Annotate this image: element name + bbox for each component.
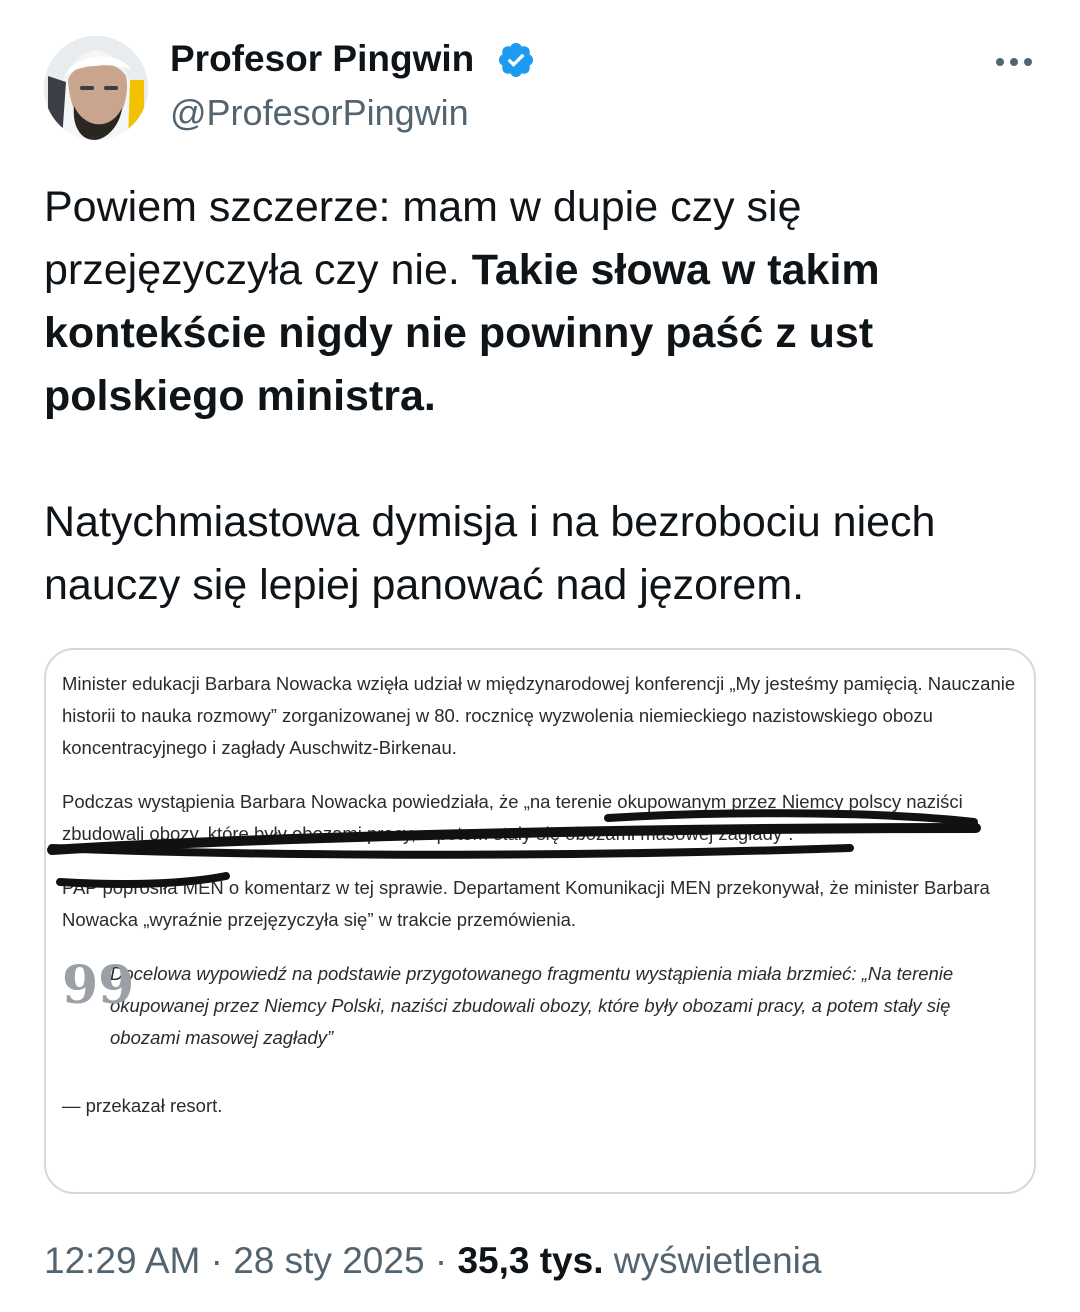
tweet-meta: [44, 1240, 821, 1282]
article-paragraph-3: PAP poprosiła MEN o komentarz w tej sprawie. Departament Komunikacji MEN przekonywał, że minister Barbara Nowacka „wyraźnie przejęzyczyła się” w trakcie przemówienia.: [62, 877, 990, 930]
views-count: 35,3 tys.: [457, 1240, 604, 1281]
article-screenshot: [62, 668, 1022, 1122]
tweet-paragraph-2: Natychmiastowa dymisja i na bezrobociu niech nauczy się lepiej panować nad jęzorem.: [44, 498, 936, 609]
article-paragraph-2-intro: Podczas wystąpienia Barbara Nowacka powiedziała, że: [62, 791, 524, 812]
author-handle[interactable]: @ProfesorPingwin: [170, 92, 469, 133]
more-options-icon: [994, 56, 1034, 68]
attribution: — przekazał resort.: [62, 1095, 223, 1116]
meta-separator: ·: [424, 1240, 458, 1281]
tweet-paragraph-1: [44, 176, 1034, 428]
tweet-text-normal: Powiem szczerze: mam w dupie czy się przejęzyczyła czy nie.: [44, 183, 802, 294]
verified-badge-icon: [496, 40, 536, 80]
tweet-time[interactable]: 12:29 AM: [44, 1240, 201, 1281]
views-label: wyświetlenia: [603, 1240, 822, 1281]
article-paragraph-1: Minister edukacji Barbara Nowacka wzięła udział w międzynarodowej konferencji „My jesteśmy pamięcią. Nauczanie historii to nauka rozmowy” zorganizowanej w 80. rocznicę wyzwolenia niemieckiego nazistowskiego obozu koncentracyjnego i zagłady Auschwitz-Birkenau.: [62, 673, 1016, 758]
article-paragraph-2-end: ”.: [782, 823, 794, 844]
author-name[interactable]: Profesor Pingwin: [170, 38, 475, 79]
tweet-text: [44, 176, 1034, 617]
article-paragraph-2: [62, 786, 1022, 850]
more-options-button[interactable]: [994, 44, 1034, 80]
tweet-text-bold: Takie słowa w takim kontekście nigdy nie powinny paść z ust polskiego ministra.: [44, 246, 880, 420]
avatar[interactable]: [44, 36, 148, 140]
quote-mark-icon: 99: [62, 955, 135, 1016]
meta-separator: ·: [200, 1240, 234, 1281]
blockquote-text: Docelowa wypowiedź na podstawie przygotowanego fragmentu wystąpienia miała brzmieć: „Na terenie okupowanej przez Niemcy Polski, naziści zbudowali obozy, które były obozami pracy, a potem stały się obozami masowej zagłady”: [110, 963, 954, 1048]
attached-image[interactable]: [44, 648, 1036, 1194]
blockquote: [62, 955, 1022, 1054]
avatar-image: [44, 36, 148, 140]
tweet-date[interactable]: 28 sty 2025: [233, 1240, 425, 1281]
underlined-quote: „na terenie okupowanym przez Niemcy polscy naziści zbudowali obozy, które były obozami pracy, a potem stały się obozami masowej zagłady: [62, 791, 963, 844]
